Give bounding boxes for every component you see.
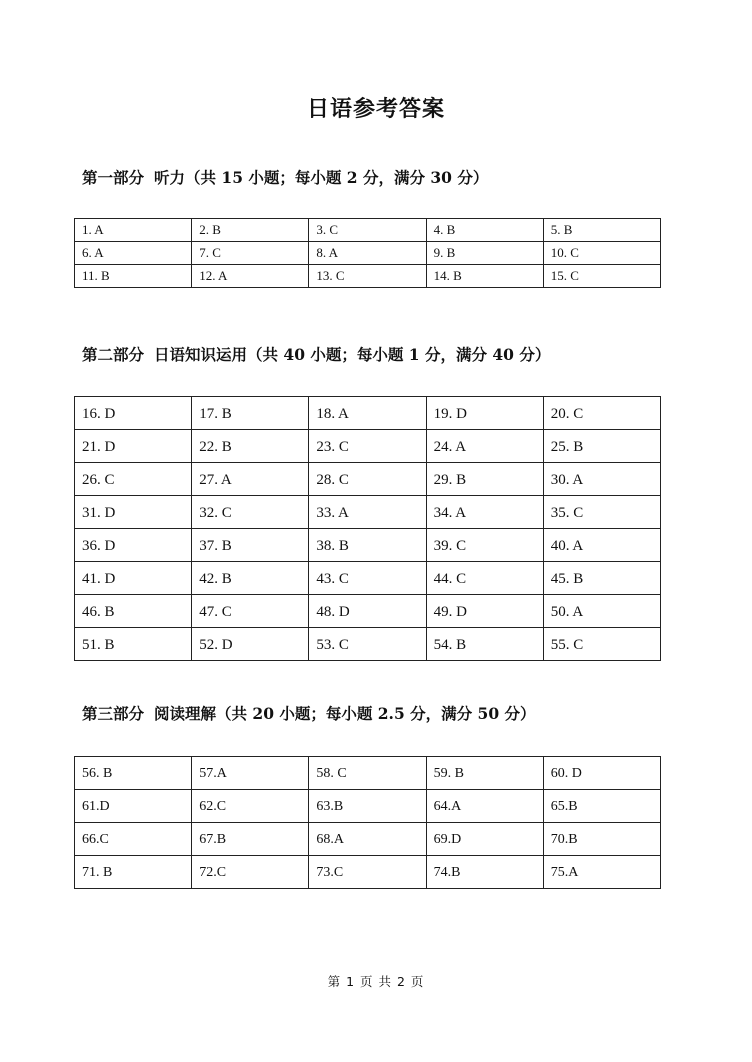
- answer-cell: 30. A: [543, 463, 660, 496]
- answer-cell: 29. B: [426, 463, 543, 496]
- answer-cell: 37. B: [192, 529, 309, 562]
- answer-cell: 65.B: [543, 790, 660, 823]
- answer-cell: 46. B: [75, 595, 192, 628]
- table-row: [75, 219, 661, 242]
- answer-cell: 44. C: [426, 562, 543, 595]
- answer-cell: 27. A: [192, 463, 309, 496]
- answer-cell: 42. B: [192, 562, 309, 595]
- answer-cell: 55. C: [543, 628, 660, 661]
- answer-cell: 16. D: [75, 397, 192, 430]
- answer-cell: 20. C: [543, 397, 660, 430]
- answer-cell: 25. B: [543, 430, 660, 463]
- answer-cell: 13. C: [309, 265, 426, 288]
- answer-cell: 18. A: [309, 397, 426, 430]
- answer-cell: 38. B: [309, 529, 426, 562]
- answer-cell: 28. C: [309, 463, 426, 496]
- answer-table-listening: [74, 218, 661, 288]
- section-heading-listening: [82, 166, 488, 188]
- answer-cell: 72.C: [192, 856, 309, 889]
- answer-cell: 50. A: [543, 595, 660, 628]
- answer-cell: 8. A: [309, 242, 426, 265]
- answer-cell: 2. B: [192, 219, 309, 242]
- section-heading-knowledge: [82, 343, 550, 365]
- answer-cell: 69.D: [426, 823, 543, 856]
- answer-cell: 14. B: [426, 265, 543, 288]
- answer-cell: 52. D: [192, 628, 309, 661]
- answer-cell: 15. C: [543, 265, 660, 288]
- table-row: [75, 562, 661, 595]
- table-row: [75, 628, 661, 661]
- answer-cell: 40. A: [543, 529, 660, 562]
- answer-cell: 35. C: [543, 496, 660, 529]
- answer-cell: 68.A: [309, 823, 426, 856]
- section-name: 日语知识运用（共 40 小题；每小题 1 分，满分 40 分）: [154, 345, 551, 364]
- table-row: [75, 242, 661, 265]
- answer-cell: 39. C: [426, 529, 543, 562]
- answer-cell: 63.B: [309, 790, 426, 823]
- answer-cell: 4. B: [426, 219, 543, 242]
- answer-cell: 12. A: [192, 265, 309, 288]
- answer-cell: 36. D: [75, 529, 192, 562]
- answer-cell: 23. C: [309, 430, 426, 463]
- answer-cell: 6. A: [75, 242, 192, 265]
- answer-cell: 70.B: [543, 823, 660, 856]
- answer-cell: 17. B: [192, 397, 309, 430]
- section-heading-reading: [82, 702, 536, 724]
- answer-cell: 7. C: [192, 242, 309, 265]
- table-row: [75, 823, 661, 856]
- document-title: 日语参考答案: [306, 96, 445, 122]
- section-name: 听力（共 15 小题；每小题 2 分，满分 30 分）: [154, 168, 489, 187]
- answer-cell: 67.B: [192, 823, 309, 856]
- answer-table-knowledge: [74, 396, 661, 661]
- answer-cell: 71. B: [75, 856, 192, 889]
- answer-cell: 54. B: [426, 628, 543, 661]
- answer-cell: 22. B: [192, 430, 309, 463]
- answer-cell: 45. B: [543, 562, 660, 595]
- table-row: [75, 529, 661, 562]
- table-row: [75, 463, 661, 496]
- answer-cell: 33. A: [309, 496, 426, 529]
- answer-cell: 24. A: [426, 430, 543, 463]
- answer-cell: 47. C: [192, 595, 309, 628]
- answer-cell: 62.C: [192, 790, 309, 823]
- answer-cell: 53. C: [309, 628, 426, 661]
- answer-table-reading: [74, 756, 661, 889]
- section-part-label: 第一部分: [82, 168, 145, 187]
- answer-cell: 31. D: [75, 496, 192, 529]
- answer-cell: 60. D: [543, 757, 660, 790]
- answer-cell: 32. C: [192, 496, 309, 529]
- answer-cell: 41. D: [75, 562, 192, 595]
- answer-cell: 51. B: [75, 628, 192, 661]
- answer-cell: 26. C: [75, 463, 192, 496]
- answer-cell: 9. B: [426, 242, 543, 265]
- answer-cell: 57.A: [192, 757, 309, 790]
- answer-cell: 74.B: [426, 856, 543, 889]
- page-footer: 第 1 页 共 2 页: [327, 974, 425, 989]
- table-row: [75, 397, 661, 430]
- answer-cell: 34. A: [426, 496, 543, 529]
- answer-cell: 3. C: [309, 219, 426, 242]
- table-row: [75, 496, 661, 529]
- table-row: [75, 265, 661, 288]
- section-name: 阅读理解（共 20 小题；每小题 2.5 分，满分 50 分）: [154, 704, 536, 723]
- answer-cell: 49. D: [426, 595, 543, 628]
- answer-cell: 64.A: [426, 790, 543, 823]
- section-part-label: 第三部分: [82, 704, 145, 723]
- answer-cell: 75.A: [543, 856, 660, 889]
- answer-cell: 19. D: [426, 397, 543, 430]
- answer-cell: 43. C: [309, 562, 426, 595]
- table-row: [75, 757, 661, 790]
- table-row: [75, 790, 661, 823]
- answer-cell: 56. B: [75, 757, 192, 790]
- answer-cell: 48. D: [309, 595, 426, 628]
- table-row: [75, 430, 661, 463]
- answer-cell: 59. B: [426, 757, 543, 790]
- answer-cell: 11. B: [75, 265, 192, 288]
- answer-cell: 10. C: [543, 242, 660, 265]
- answer-cell: 66.C: [75, 823, 192, 856]
- section-part-label: 第二部分: [82, 345, 145, 364]
- table-row: [75, 856, 661, 889]
- answer-cell: 5. B: [543, 219, 660, 242]
- answer-cell: 73.C: [309, 856, 426, 889]
- answer-cell: 61.D: [75, 790, 192, 823]
- table-row: [75, 595, 661, 628]
- answer-cell: 1. A: [75, 219, 192, 242]
- answer-cell: 58. C: [309, 757, 426, 790]
- answer-cell: 21. D: [75, 430, 192, 463]
